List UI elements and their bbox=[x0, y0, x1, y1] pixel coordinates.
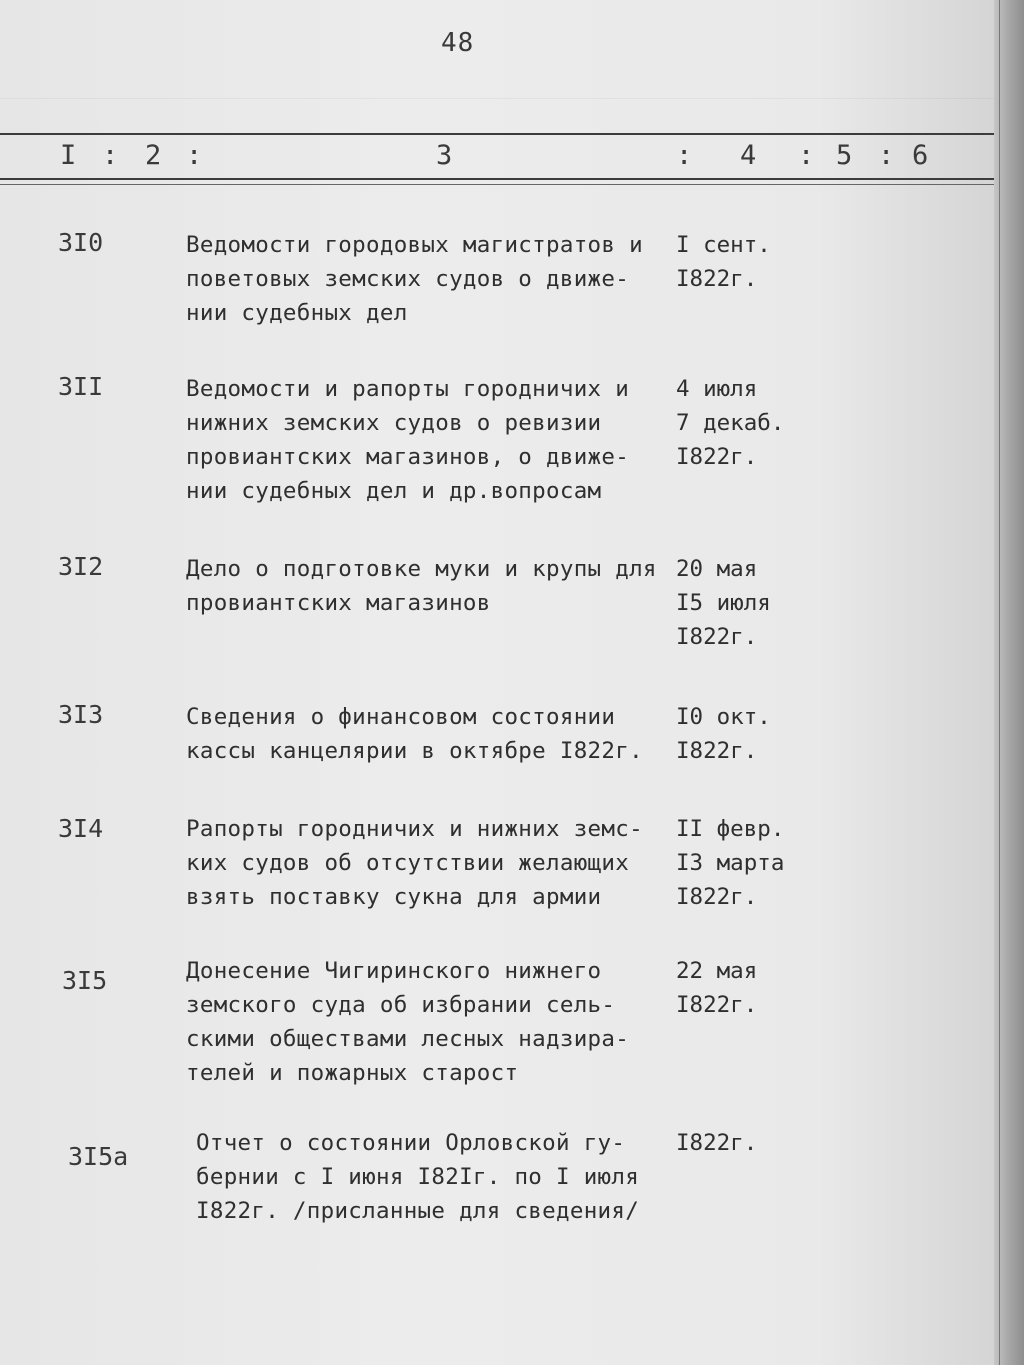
case-number: 3I5а bbox=[68, 1142, 129, 1171]
header-rule-bottom-thin bbox=[0, 184, 994, 185]
column-header-2: 2 bbox=[145, 140, 162, 171]
header-rule-top bbox=[0, 133, 994, 135]
case-date: 20 мая I5 июля I822г. bbox=[676, 556, 771, 650]
case-number: 3I3 bbox=[58, 700, 104, 729]
column-header-4: 4 bbox=[740, 140, 757, 171]
case-description: Рапорты городничих и нижних земс- ких судов об отсутствии желающих взять поставку сукна для армии bbox=[186, 816, 643, 910]
column-separator: : bbox=[186, 140, 203, 171]
case-date: I сент. I822г. bbox=[676, 232, 771, 292]
case-description: Отчет о состоянии Орловской гу- бернии с I июня I82Iг. по I июля I822г. /присланные для сведения/ bbox=[196, 1130, 640, 1224]
case-description: Дело о подготовке муки и крупы для провиантских магазинов bbox=[186, 556, 657, 616]
column-header-1: I bbox=[60, 140, 77, 171]
column-separator: : bbox=[676, 140, 693, 171]
page-number: 48 bbox=[441, 28, 475, 58]
page-edge-line bbox=[999, 0, 1000, 1365]
case-description: Ведомости и рапорты городничих и нижних земских судов о ревизии провиантских магазинов, о движе- нии судебных дел и др.вопросам bbox=[186, 376, 630, 504]
case-description: Донесение Чигиринского нижнего земского суда об избрании сель- скими обществами лесных надзира- телей и пожарных старост bbox=[186, 958, 630, 1086]
case-date: 22 мая I822г. bbox=[676, 958, 758, 1018]
case-number: 3I4 bbox=[58, 814, 104, 843]
column-separator: : bbox=[102, 140, 119, 171]
case-description: Сведения о финансовом состоянии кассы канцелярии в октябре I822г. bbox=[186, 704, 643, 764]
case-number: 3I2 bbox=[58, 552, 104, 581]
case-date: I822г. bbox=[676, 1130, 758, 1156]
column-header-5: 5 bbox=[836, 140, 853, 171]
case-number: 3II bbox=[58, 372, 104, 401]
bleed-through-line bbox=[0, 98, 994, 99]
column-header-3: 3 bbox=[436, 140, 453, 171]
header-rule-bottom bbox=[0, 178, 994, 180]
case-description: Ведомости городовых магистратов и поветовых земских судов о движе- нии судебных дел bbox=[186, 232, 643, 326]
case-date: II февр. I3 марта I822г. bbox=[676, 816, 785, 910]
column-separator: : bbox=[878, 140, 895, 171]
case-number: 3I5 bbox=[62, 966, 108, 995]
column-header-6: 6 bbox=[912, 140, 929, 171]
case-date: 4 июля 7 декаб. I822г. bbox=[676, 376, 785, 470]
column-separator: : bbox=[798, 140, 815, 171]
case-date: I0 окт. I822г. bbox=[676, 704, 771, 764]
case-number: 3I0 bbox=[58, 228, 104, 257]
